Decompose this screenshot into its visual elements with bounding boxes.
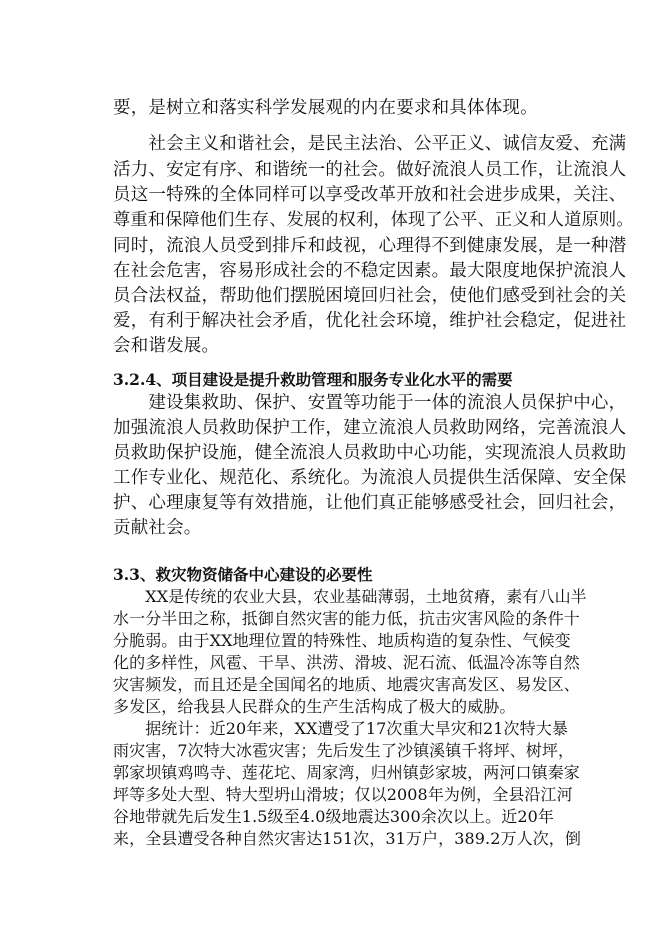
paragraph-line: 员救助保护设施，健全流浪人员救助中心功能，实现流浪人员救助 [113,443,627,463]
paragraph-line: 加强流浪人员救助保护工作，建立流浪人员救助网络，完善流浪人 [113,418,627,438]
section-heading: 3.2.4、项目建设是提升救助管理和服务专业化水平的需要 [113,370,513,389]
paragraph-line: 社会主义和谐社会，是民主法治、公平正义、诚信友爱、充满 [113,134,627,154]
paragraph-line: 水一分半田之称，抵御自然灾害的能力低，抗击灾害风险的条件十 [113,609,580,628]
paragraph-line: 多发区，给我县人民群众的生产生活构成了极大的威胁。 [113,697,516,716]
paragraph-line: 据统计：近20年来，XX遭受了17次重大旱灾和21次特大暴 [113,719,568,738]
section-heading: 3.3、救灾物资储备中心建设的必要性 [113,565,373,584]
paragraph-line: 谷地带就先后发生1.5级至4.0级地震达300余次以上。近20年 [113,807,554,826]
paragraph-line: 分脆弱。由于XX地理位置的特殊性、地质构造的复杂性、气候变 [113,631,571,650]
paragraph-line: 化的多样性，风雹、干旱、洪涝、滑坡、泥石流、低温冷冻等自然 [113,653,580,672]
paragraph-line: 雨灾害，7次特大冰雹灾害；先后发生了沙镇溪镇千将坪、树坪， [113,741,575,760]
paragraph-line: 爱，有利于解决社会矛盾，优化社会环境，维护社会稳定，促进社 [113,311,627,331]
paragraph-line: 员这一特殊的全体同样可以享受改革开放和社会进步成果，关注、 [113,185,627,205]
paragraph-line: 活力、安定有序、和谐统一的社会。做好流浪人员工作，让流浪人 [113,160,627,180]
paragraph-line: 贡献社会。 [113,518,202,538]
paragraph-line: 会和谐发展。 [113,336,220,356]
paragraph-line: 坪等多处大型、特大型坍山滑坡；仅以2008年为例，全县沿江河 [113,785,573,804]
paragraph-line: 尊重和保障他们生存、发展的权利，体现了公平、正义和人道原则。 [113,210,634,230]
paragraph-line: 郭家坝镇鸡鸣寺、莲花坨、周家湾，归州镇彭家坡，两河口镇秦家 [113,763,580,782]
paragraph-line: 护、心理康复等有效措施，让他们真正能够感受社会，回归社会， [113,493,627,513]
paragraph-line: 来，全县遭受各种自然灾害达151次，31万户，389.2万人次，倒 [113,829,582,848]
paragraph-line: 建设集救助、保护、安置等功能于一体的流浪人员保护中心， [113,393,627,413]
paragraph-line: 员合法权益，帮助他们摆脱困境回归社会，使他们感受到社会的关 [113,286,627,306]
paragraph-line: 在社会危害，容易形成社会的不稳定因素。最大限度地保护流浪人 [113,261,627,281]
paragraph-line: XX是传统的农业大县，农业基础薄弱，土地贫瘠，素有八山半 [113,587,587,606]
paragraph-line: 同时，流浪人员受到排斥和歧视，心理得不到健康发展，是一种潜 [113,236,627,256]
paragraph-line: 要，是树立和落实科学发展观的内在要求和具体体现。 [113,98,538,118]
paragraph-line: 灾害频发，而且还是全国闻名的地质、地震灾害高发区、易发区、 [113,675,580,694]
paragraph-line: 工作专业化、规范化、系统化。为流浪人员提供生活保障、安全保 [113,468,627,488]
